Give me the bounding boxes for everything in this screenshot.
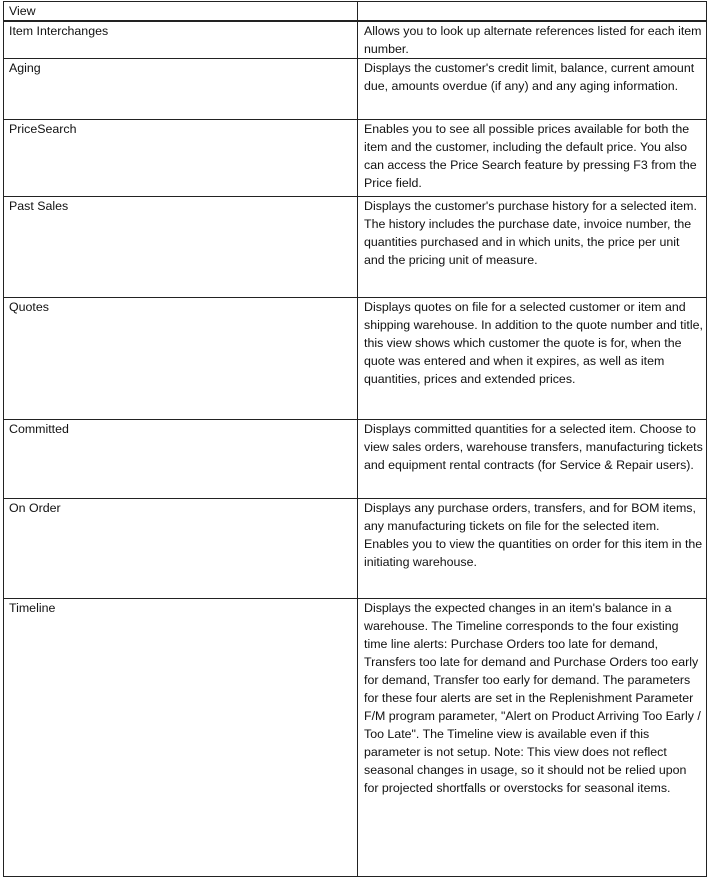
view-description-cell: Displays committed quantities for a selected item. Choose to view sales orders, warehouse transfers, manufacturing tickets and equipment rental contracts (for Service & Repair users). — [358, 420, 707, 499]
views-table — [3, 1, 707, 877]
table-row — [4, 599, 707, 877]
views-table-body — [4, 2, 707, 877]
table-row — [4, 298, 707, 420]
view-description-cell: Displays the customer's credit limit, balance, current amount due, amounts overdue (if any) and any aging information. — [358, 59, 707, 120]
view-description-cell: Enables you to see all possible prices available for both the item and the customer, including the default price. You also can access the Price Search feature by pressing F3 from the Price field. — [358, 120, 707, 197]
view-name-cell: PriceSearch — [4, 120, 358, 197]
table-row — [4, 120, 707, 197]
view-description-cell: Displays the customer's purchase history for a selected item. The history includes the purchase date, invoice number, the quantities purchased and in which units, the price per unit and the pricing unit of measure. — [358, 197, 707, 298]
view-name-cell: Quotes — [4, 298, 358, 420]
view-name-cell: Aging — [4, 59, 358, 120]
view-description-cell: Allows you to look up alternate references listed for each item number. — [358, 21, 707, 59]
view-name-cell: Item Interchanges — [4, 21, 358, 59]
view-description-cell: Displays any purchase orders, transfers, and for BOM items, any manufacturing tickets on file for the selected item. Enables you to view the quantities on order for this item in the initiating warehouse. — [358, 499, 707, 599]
table-row — [4, 420, 707, 499]
table-row — [4, 197, 707, 298]
header-description-cell — [358, 2, 707, 22]
view-name-cell: On Order — [4, 499, 358, 599]
view-description-cell: Displays the expected changes in an item's balance in a warehouse. The Timeline corresponds to the four existing time line alerts: Purchase Orders too late for demand, Transfers too late for demand and Purchase Orders too early for demand, Transfer too early for demand. The parameters for these four alerts are set in the Replenishment Parameter F/M program parameter, "Alert on Product Arriving Too Early / Too Late". The Timeline view is available even if this parameter is not setup. Note: This view does not reflect seasonal changes in usage, so it should not be relied upon for projected shortfalls or overstocks for seasonal items. — [358, 599, 707, 877]
view-description-cell: Displays quotes on file for a selected customer or item and shipping warehouse. In addition to the quote number and title, this view shows which customer the quote is for, when the quote was entered and when it expires, as well as item quantities, prices and extended prices. — [358, 298, 707, 420]
table-row — [4, 21, 707, 59]
table-row — [4, 59, 707, 120]
header-view-cell: View — [4, 2, 358, 22]
view-name-cell: Committed — [4, 420, 358, 499]
table-header-row — [4, 2, 707, 22]
view-name-cell: Past Sales — [4, 197, 358, 298]
table-row — [4, 499, 707, 599]
view-name-cell: Timeline — [4, 599, 358, 877]
